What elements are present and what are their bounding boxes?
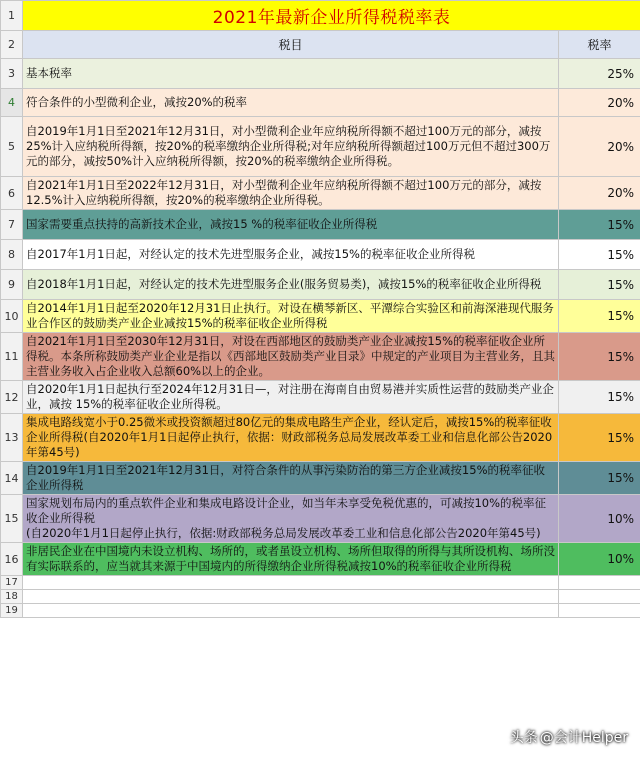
sheet-title[interactable]: 2021年最新企业所得税税率表: [23, 1, 640, 31]
tax-item-cell[interactable]: 基本税率: [23, 59, 559, 89]
row-header[interactable]: 15: [1, 495, 23, 543]
row-header[interactable]: 12: [1, 381, 23, 414]
empty-cell[interactable]: [559, 576, 640, 590]
tax-rate-cell[interactable]: 15%: [559, 300, 640, 333]
table-row: [1, 414, 640, 462]
tax-item-cell[interactable]: 自2021年1月1日至2030年12月31日，对设在西部地区的鼓励类产业企业减按15%的税率征收企业所得税。本条所称鼓励类产业企业是指以《西部地区鼓励类产业目录》中规定的产业项目为主营业务，且其主营业务收入占企业收入总额60%以上的企业。: [23, 333, 559, 381]
table-row: [1, 333, 640, 381]
table-row: [1, 59, 640, 89]
column-header-item[interactable]: 税目: [23, 31, 559, 59]
row-header[interactable]: 16: [1, 543, 23, 576]
table-row: [1, 240, 640, 270]
tax-rate-cell[interactable]: 15%: [559, 240, 640, 270]
row-header[interactable]: 2: [1, 31, 23, 59]
tax-rate-cell[interactable]: 25%: [559, 59, 640, 89]
table-row: [1, 495, 640, 543]
tax-rate-cell[interactable]: 10%: [559, 495, 640, 543]
table-row: [1, 89, 640, 117]
tax-item-cell[interactable]: 自2017年1月1日起，对经认定的技术先进型服务企业，减按15%的税率征收企业所得税: [23, 240, 559, 270]
tax-item-cell[interactable]: 自2021年1月1日至2022年12月31日，对小型微利企业年应纳税所得额不超过100万元的部分，减按12.5%计入应纳税所得额，按20%的税率缴纳企业所得税。: [23, 177, 559, 210]
empty-cell[interactable]: [559, 604, 640, 618]
row-header[interactable]: 19: [1, 604, 23, 618]
tax-item-cell[interactable]: 自2020年1月1日起执行至2024年12月31日—，对注册在海南自由贸易港并实质性运营的鼓励类产业企业，减按 15%的税率征收企业所得税。: [23, 381, 559, 414]
tax-item-cell[interactable]: 自2018年1月1日起，对经认定的技术先进型服务企业(服务贸易类)，减按15%的税率征收企业所得税: [23, 270, 559, 300]
tax-rate-cell[interactable]: 15%: [559, 462, 640, 495]
column-header-rate[interactable]: 税率: [559, 31, 640, 59]
tax-rate-cell[interactable]: 20%: [559, 177, 640, 210]
tax-item-cell[interactable]: 自2014年1月1日起至2020年12月31日止执行。对设在横琴新区、平潭综合实验区和前海深港现代服务业合作区的鼓励类产业企业减按15%的税率征收企业所得税: [23, 300, 559, 333]
empty-cell[interactable]: [559, 590, 640, 604]
row-header[interactable]: 14: [1, 462, 23, 495]
row-header[interactable]: 5: [1, 117, 23, 177]
row-header[interactable]: 3: [1, 59, 23, 89]
tax-rate-cell[interactable]: 15%: [559, 333, 640, 381]
watermark-handle: @会计Helper: [539, 730, 628, 746]
table-row: [1, 177, 640, 210]
tax-item-cell[interactable]: 自2019年1月1日至2021年12月31日，对小型微利企业年应纳税所得额不超过100万元的部分，减按25%计入应纳税所得额，按20%的税率缴纳企业所得税;对年应纳税所得额超过100万元但不超过300万元的部分，减按50%计入应纳税所得额，按20%的税率缴纳企业所得税。: [23, 117, 559, 177]
watermark-prefix: 头条: [509, 730, 538, 746]
table-row: [1, 543, 640, 576]
tax-item-cell[interactable]: 自2019年1月1日至2021年12月31日，对符合条件的从事污染防治的第三方企业减按15%的税率征收企业所得税: [23, 462, 559, 495]
tax-item-cell[interactable]: 集成电路线宽小于0.25微米或投资额超过80亿元的集成电路生产企业，经认定后，减按15%的税率征收企业所得税(自2020年1月1日起停止执行，依据：财政部税务总局发展改革委工业和信息化部公告2020年第45号): [23, 414, 559, 462]
row-header[interactable]: 18: [1, 590, 23, 604]
row-header[interactable]: 11: [1, 333, 23, 381]
tax-rate-cell[interactable]: 20%: [559, 89, 640, 117]
empty-row: [1, 604, 640, 618]
row-header[interactable]: 1: [1, 1, 23, 31]
tax-rate-cell[interactable]: 15%: [559, 270, 640, 300]
tax-rate-cell[interactable]: 10%: [559, 543, 640, 576]
tax-rate-cell[interactable]: 20%: [559, 117, 640, 177]
tax-rate-cell[interactable]: 15%: [559, 381, 640, 414]
row-header[interactable]: 9: [1, 270, 23, 300]
empty-cell[interactable]: [23, 604, 559, 618]
row-header[interactable]: 7: [1, 210, 23, 240]
row-header[interactable]: 10: [1, 300, 23, 333]
table-row: [1, 381, 640, 414]
row-header[interactable]: 6: [1, 177, 23, 210]
table-row: [1, 210, 640, 240]
table-row: [1, 270, 640, 300]
table-row: [1, 462, 640, 495]
watermark: [510, 727, 628, 747]
tax-item-cell[interactable]: 符合条件的小型微利企业，减按20%的税率: [23, 89, 559, 117]
empty-row: [1, 576, 640, 590]
row-header[interactable]: 8: [1, 240, 23, 270]
empty-cell[interactable]: [23, 576, 559, 590]
header-row: [1, 31, 640, 59]
title-row: [1, 1, 640, 31]
row-header[interactable]: 4: [1, 89, 23, 117]
empty-cell[interactable]: [23, 590, 559, 604]
tax-item-cell[interactable]: 非居民企业在中国境内未设立机构、场所的，或者虽设立机构、场所但取得的所得与其所设机构、场所没有实际联系的，应当就其来源于中国境内的所得缴纳企业所得税减按10%的税率征收企业所得税: [23, 543, 559, 576]
empty-row: [1, 590, 640, 604]
tax-rate-cell[interactable]: 15%: [559, 414, 640, 462]
table-row: [1, 300, 640, 333]
tax-item-cell[interactable]: 国家需要重点扶持的高新技术企业，减按15 %的税率征收企业所得税: [23, 210, 559, 240]
tax-rate-cell[interactable]: 15%: [559, 210, 640, 240]
row-header[interactable]: 13: [1, 414, 23, 462]
table-row: [1, 117, 640, 177]
tax-item-cell[interactable]: 国家规划布局内的重点软件企业和集成电路设计企业，如当年未享受免税优惠的，可减按10%的税率征收企业所得税 (自2020年1月1日起停止执行，依据:财政部税务总局发展改革委工业和信息化部公告2020年第45号): [23, 495, 559, 543]
row-header[interactable]: 17: [1, 576, 23, 590]
